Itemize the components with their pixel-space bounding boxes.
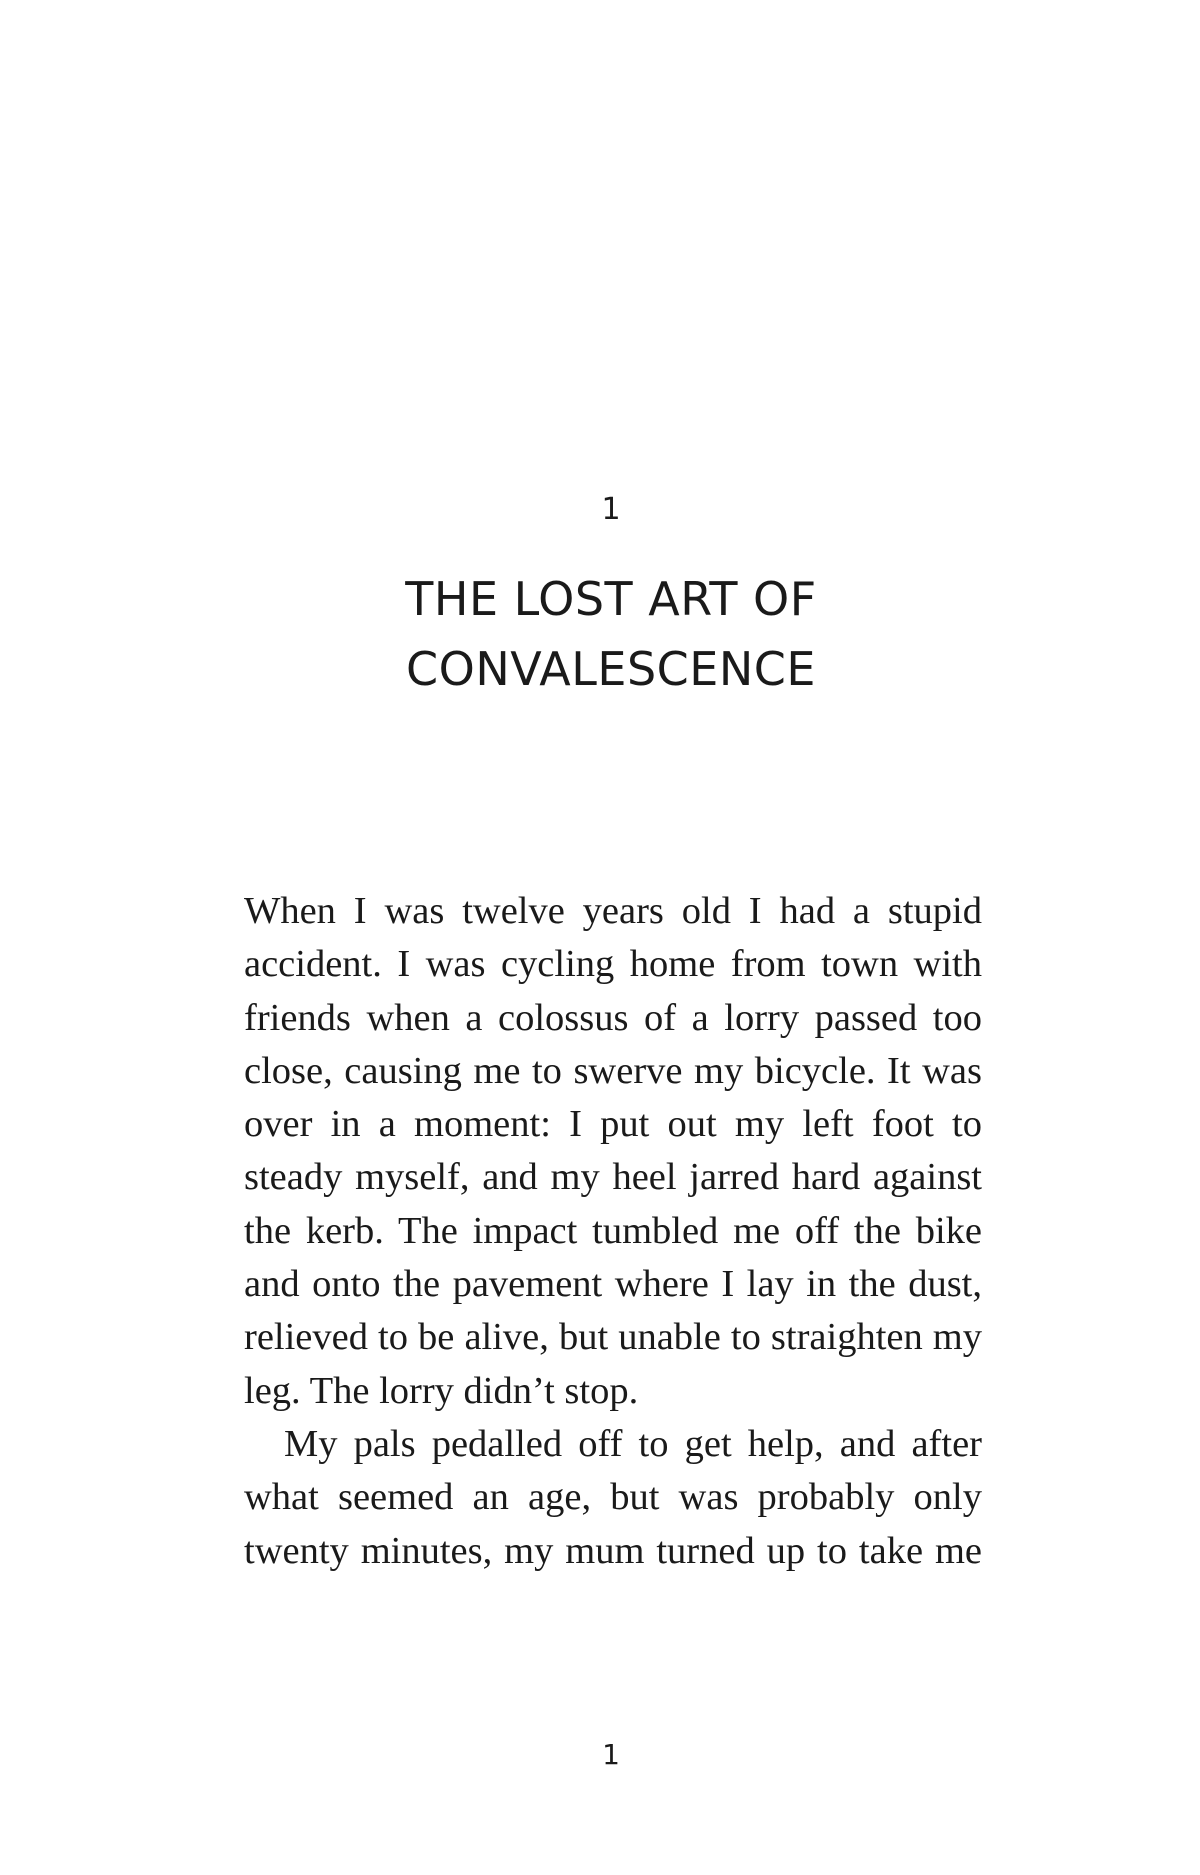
text-line: friends when a colossus of a lorry passed too [244, 996, 982, 1039]
paragraph [244, 1418, 982, 1578]
chapter-title [0, 564, 1200, 704]
text-line: over in a moment: I put out my left foot to [244, 1103, 982, 1146]
chapter-title-line: CONVALESCENCE [406, 642, 816, 696]
chapter-title-line: THE LOST ART OF [405, 572, 817, 626]
text-line: relieved to be alive, but unable to straighten my [244, 1316, 982, 1359]
body-text [244, 885, 982, 1578]
text-line: steady myself, and my heel jarred hard against [244, 1156, 982, 1199]
chapter-number: 1 [601, 492, 621, 527]
text-line: When I was twelve years old I had a stupid [244, 890, 982, 932]
text-line: leg. The lorry didn’t stop. [244, 1369, 639, 1412]
text-line: what seemed an age, but was probably only [244, 1476, 982, 1519]
text-line: close, causing me to swerve my bicycle. It was [244, 1049, 982, 1092]
text-line: and onto the pavement where I lay in the dust, [244, 1263, 982, 1306]
paragraph [244, 885, 982, 1418]
text-line: the kerb. The impact tumbled me off the bike [244, 1209, 982, 1252]
text-line: accident. I was cycling home from town with [244, 943, 982, 986]
text-line: My pals pedalled off to get help, and after [284, 1422, 982, 1465]
text-line: twenty minutes, my mum turned up to take me [244, 1529, 982, 1572]
page-number: 1 [602, 1738, 620, 1771]
